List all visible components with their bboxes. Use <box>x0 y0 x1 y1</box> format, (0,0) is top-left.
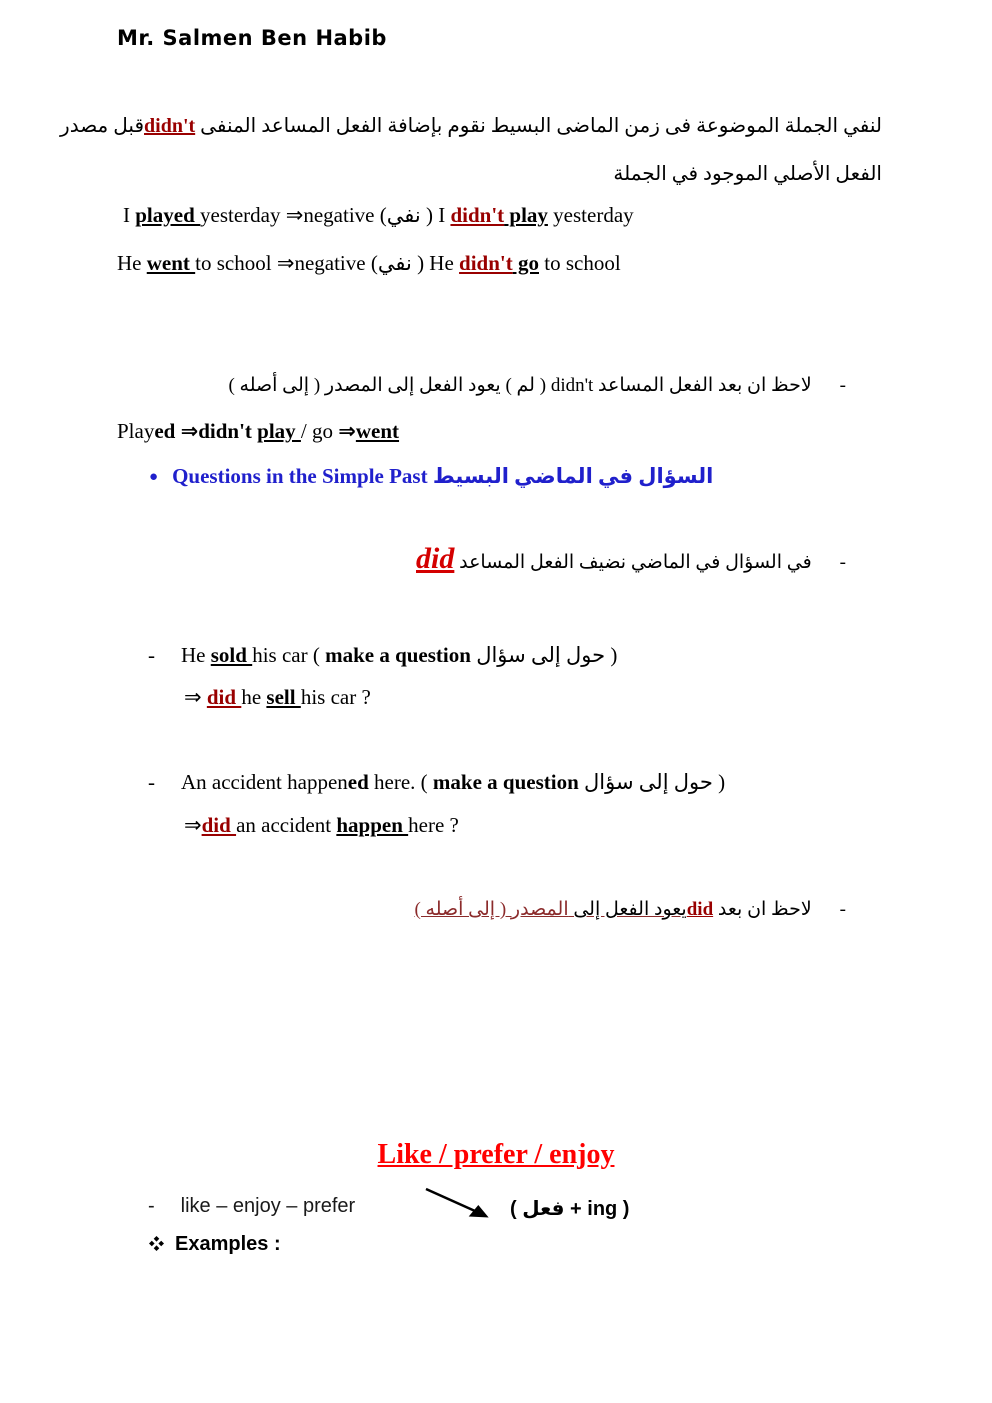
text-run: I <box>123 203 136 227</box>
did-keyword: did <box>201 813 237 837</box>
text-run: ed <box>154 419 181 443</box>
diamond-bullet-icon <box>149 1234 164 1256</box>
like-verbs-line <box>148 1195 355 1218</box>
double-arrow-icon: ⇒ <box>338 419 356 443</box>
text-run: his car ( <box>252 643 326 667</box>
verb-base: happen <box>336 813 409 837</box>
heading-arabic: السؤال في الماضي البسيط <box>432 464 714 488</box>
text-run: He <box>181 643 211 667</box>
intro-line-2: الفعل الأصلي الموجود في الجملة <box>613 163 882 185</box>
ed-suffix: ed <box>347 770 369 794</box>
text-run: / go <box>300 419 339 443</box>
double-arrow-icon: ⇒ <box>184 685 207 709</box>
text-run: yesterday <box>547 203 634 227</box>
verb-past: went <box>355 419 400 443</box>
negative-example-2 <box>117 251 621 276</box>
did-keyword: did <box>686 899 714 920</box>
text-run: here. ( <box>368 770 433 794</box>
arabic-hint: حول إلى سؤال ) <box>578 770 726 794</box>
heading-english: Questions in the Simple Past <box>172 464 433 488</box>
did-keyword: did <box>416 542 455 575</box>
list-dash: - <box>839 899 846 920</box>
text-run: here ? <box>408 813 459 837</box>
text-run: an accident <box>236 813 337 837</box>
question-answer-1 <box>184 685 371 710</box>
didnt-note <box>228 374 846 397</box>
double-arrow-icon: ⇒ <box>184 813 202 837</box>
note-text: لاحظ ان بعد الفعل المساعد didn't ( لم ) يعود الفعل إلى المصدر ( إلى أصله ) <box>228 375 812 396</box>
verbs-list: like – enjoy – prefer <box>180 1195 356 1217</box>
didnt-keyword: didn't <box>450 203 505 227</box>
section-heading-questions <box>149 464 713 489</box>
text-run: to school <box>195 251 277 275</box>
verb-past: went <box>146 251 196 275</box>
list-dash: - <box>839 552 846 573</box>
negative-example-1 <box>123 203 634 228</box>
examples-label: Examples : <box>175 1233 281 1255</box>
intro-line-1 <box>60 113 882 138</box>
question-example-1 <box>148 643 617 668</box>
text-run: he <box>241 685 267 709</box>
didnt-word: didn't <box>198 419 258 443</box>
ing-formula: ( فعل + ing ) <box>510 1198 630 1220</box>
double-arrow-icon: ⇒ <box>276 251 295 275</box>
arabic-hint: حول إلى سؤال ) <box>470 643 618 667</box>
text-run: negative (نفي ) I <box>303 203 451 227</box>
didnt-keyword: didn't <box>144 115 196 137</box>
did-rule <box>416 542 846 575</box>
text-run: to school <box>539 251 621 275</box>
rule-text: في السؤال في الماضي نضيف الفعل المساعد <box>454 552 812 573</box>
text-run: An accident happen <box>181 770 348 794</box>
examples-label-line <box>149 1233 281 1257</box>
verb-past: played <box>135 203 201 227</box>
verb-base: play <box>257 419 301 443</box>
question-answer-2 <box>184 813 459 838</box>
list-dash: - <box>148 770 155 794</box>
didnt-keyword: didn't <box>459 251 513 275</box>
text-run: Play <box>117 419 155 443</box>
question-example-2 <box>148 770 725 795</box>
make-a-question-label: make a question <box>432 770 579 794</box>
double-arrow-icon: ⇒ <box>180 419 199 443</box>
note-text-maroon: المصدر ( إلى أصله ) <box>414 899 569 920</box>
text-run: He <box>117 251 147 275</box>
make-a-question-label: make a question <box>325 643 471 667</box>
list-dash: - <box>839 375 846 396</box>
verb-base: go <box>512 251 539 275</box>
verb-past: sold <box>210 643 253 667</box>
did-note <box>414 898 846 921</box>
verb-base: play <box>504 203 548 227</box>
page-title: Mr. Salmen Ben Habib <box>117 26 387 50</box>
intro-text-pre: لنفي الجملة الموضوعة فى زمن الماضى البسيط نقوم بإضافة الفعل المساعد المنفى <box>195 115 882 137</box>
did-keyword: did <box>206 685 242 709</box>
list-dash: - <box>148 1195 155 1217</box>
text-run: negative (نفي ) He <box>294 251 460 275</box>
text-run: yesterday <box>200 203 286 227</box>
text-run: his car ? <box>300 685 371 709</box>
note-text: لاحظ ان بعد <box>713 899 812 920</box>
recap-line <box>117 419 399 444</box>
bullet-icon: ● <box>149 469 159 485</box>
double-arrow-icon: ⇒ <box>285 203 304 227</box>
diagonal-arrow-icon <box>423 1184 495 1231</box>
section-heading-like-prefer-enjoy: Like / prefer / enjoy <box>377 1139 615 1170</box>
list-dash: - <box>148 643 155 667</box>
note-text-underlined: يعود الفعل إلى <box>568 899 687 920</box>
intro-text-post: قبل مصدر <box>60 115 145 137</box>
verb-base: sell <box>266 685 301 709</box>
